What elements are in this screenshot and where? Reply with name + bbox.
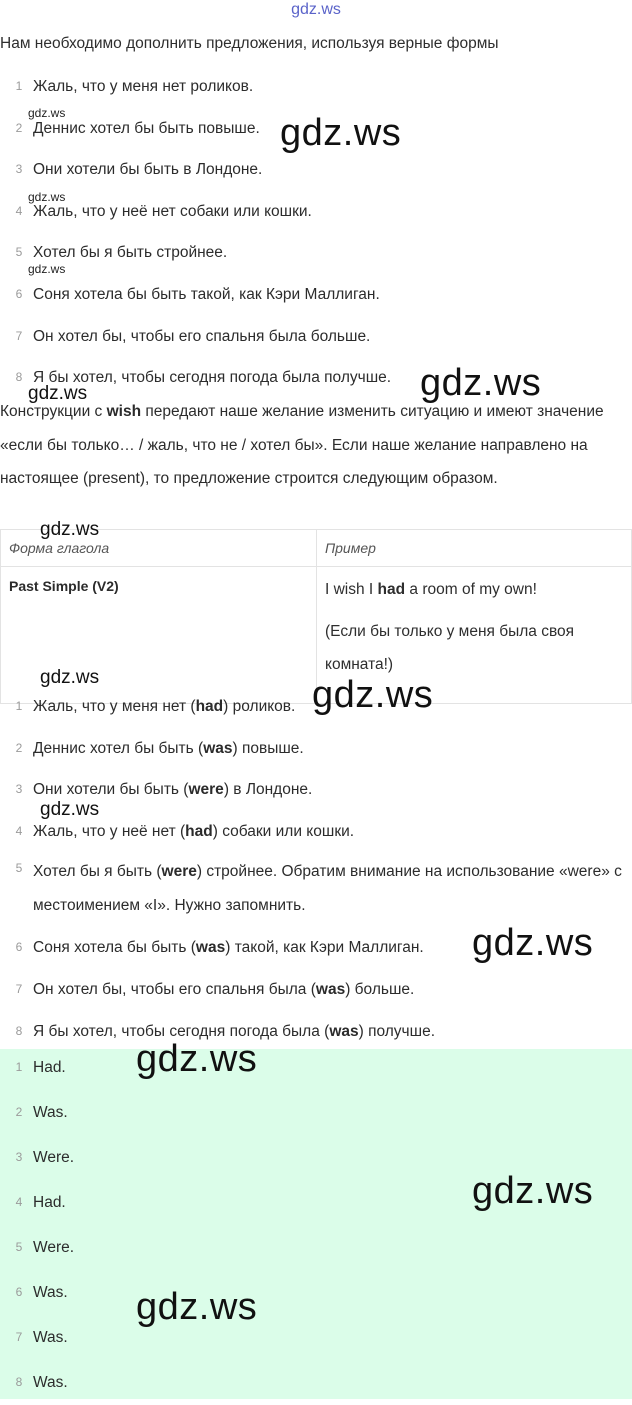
answer-text: Was. [33, 1284, 68, 1301]
answer-text: Were. [33, 1239, 75, 1256]
watermark-large: gdz.ws [472, 1170, 594, 1212]
item-number: 8 [15, 1023, 23, 1038]
example-sentence [325, 573, 623, 607]
watermark-large: gdz.ws [136, 1286, 258, 1328]
item-number: 7 [15, 328, 23, 343]
answer-text: Had. [33, 1194, 66, 1211]
item-number: 7 [15, 1330, 23, 1344]
watermark-medium: gdz.ws [40, 799, 100, 820]
watermark-large: gdz.ws [280, 112, 402, 154]
example-translation: (Если бы только у меня была своя комната!) [325, 622, 575, 673]
filled-text: Жаль, что у меня нет (had) роликов. [33, 698, 296, 715]
watermark-medium: gdz.ws [40, 667, 100, 688]
answer-text: Was. [33, 1329, 68, 1346]
item-number: 6 [15, 940, 23, 955]
item-number: 2 [15, 740, 23, 755]
watermark-small: gdz.ws [28, 106, 66, 120]
sentence-text: Они хотели бы быть в Лондоне. [33, 161, 263, 179]
filled-text: Он хотел бы, чтобы его спальня была (was) больше. [33, 980, 415, 998]
wish-keyword: wish [106, 403, 142, 420]
example-text: a room of my own! [405, 581, 537, 598]
item-number: 4 [15, 1195, 23, 1209]
explanation-text: Конструкции с [0, 403, 107, 420]
watermark-small: gdz.ws [28, 190, 66, 204]
form-cell: Past Simple (V2) [1, 567, 317, 704]
watermark-medium: gdz.ws [40, 519, 100, 540]
answer-text: Had. [33, 1059, 66, 1076]
item-number: 1 [15, 1060, 23, 1074]
item-number: 3 [15, 782, 23, 797]
example-verb: had [377, 581, 406, 598]
top-watermark: gdz.ws [291, 1, 341, 18]
item-number: 2 [15, 1105, 23, 1119]
task-intro: Нам необходимо дополнить предложения, используя верные формы [0, 35, 499, 52]
watermark-small: gdz.ws [28, 262, 66, 276]
sentence-text: Я бы хотел, чтобы сегодня погода была получше. [33, 369, 392, 387]
watermark-large: gdz.ws [312, 674, 434, 716]
answer-text: Were. [33, 1149, 75, 1166]
item-number: 5 [15, 245, 23, 260]
item-number: 3 [15, 162, 23, 177]
item-number: 5 [15, 861, 23, 876]
item-number: 2 [15, 120, 23, 135]
item-number: 4 [15, 203, 23, 218]
header-example: Пример [317, 530, 632, 567]
filled-text: Хотел бы я быть (were) стройнее. Обратим внимание на использование «were» с местоимением «I». Нужно запомнить. [33, 863, 622, 915]
explanation-paragraph [0, 395, 630, 496]
sentence-text: Хотел бы я быть стройнее. [33, 244, 228, 262]
item-number: 4 [15, 823, 23, 838]
item-number: 7 [15, 981, 23, 996]
filled-text: Они хотели бы быть (were) в Лондоне. [33, 781, 313, 799]
item-number: 5 [15, 1240, 23, 1254]
item-number: 1 [15, 79, 23, 93]
sentence-text: Жаль, что у неё нет собаки или кошки. [33, 202, 312, 220]
filled-text: Соня хотела бы быть (was) такой, как Кэри Маллиган. [33, 939, 424, 957]
item-number: 8 [15, 1375, 23, 1389]
watermark-large: gdz.ws [136, 1038, 258, 1080]
item-number: 8 [15, 370, 23, 385]
filled-text: Я бы хотел, чтобы сегодня погода была (was) получше. [33, 1022, 435, 1040]
item-number: 3 [15, 1150, 23, 1164]
sentence-text: Жаль, что у меня нет роликов. [33, 78, 254, 95]
sentence-text: Он хотел бы, чтобы его спальня была больше. [33, 327, 371, 345]
watermark-large: gdz.ws [420, 362, 542, 404]
answers-block [0, 1049, 632, 1399]
header-form: Форма глагола [1, 530, 317, 567]
example-text: I wish I [325, 581, 378, 598]
item-number: 6 [15, 286, 23, 301]
answer-text: Was. [33, 1374, 68, 1391]
watermark-medium: gdz.ws [28, 383, 88, 404]
item-number: 6 [15, 1285, 23, 1299]
filled-text: Жаль, что у неё нет (had) собаки или кошки. [33, 822, 355, 840]
sentence-text: Соня хотела бы быть такой, как Кэри Маллиган. [33, 285, 380, 303]
sentence-text: Деннис хотел бы быть повыше. [33, 119, 260, 137]
explanation-text: передают наше желание изменить ситуацию и имеют значение «если бы только… / жаль, что не / хотел бы». Если наше желание направлено на настоящее (present), то предложение строится следующим образом. [0, 403, 604, 487]
watermark-large: gdz.ws [472, 922, 594, 964]
answer-text: Was. [33, 1104, 68, 1121]
item-number: 1 [15, 699, 23, 713]
filled-text: Деннис хотел бы быть (was) повыше. [33, 739, 304, 757]
